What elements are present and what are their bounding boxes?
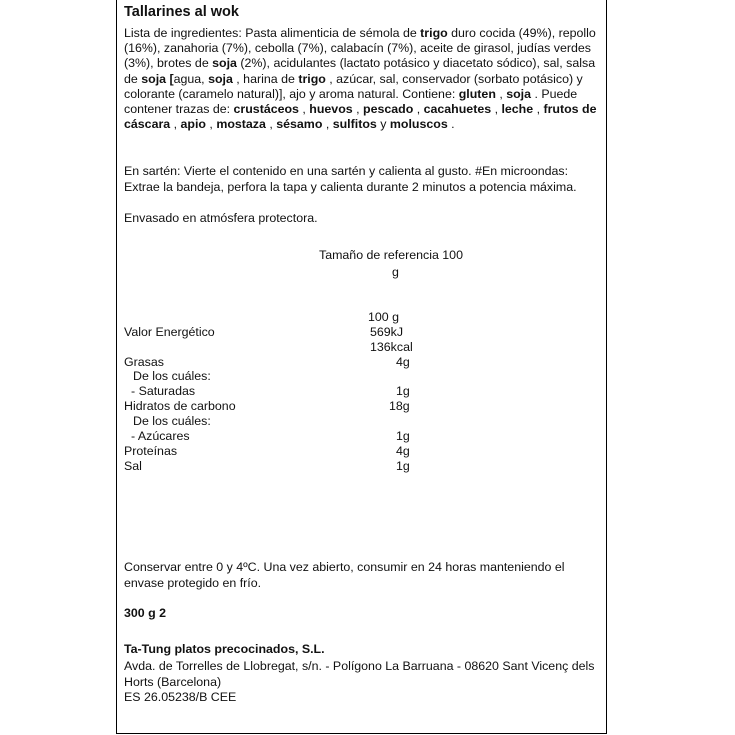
ingredient-text: y xyxy=(376,117,390,132)
protein-label: Proteínas xyxy=(124,444,178,458)
saturated-label: - Saturadas xyxy=(131,384,196,398)
reference-size: Tamaño de referencia 100 xyxy=(319,248,463,262)
energy-kj: 569kJ xyxy=(370,325,404,339)
ingredient-text: , xyxy=(413,102,424,117)
allergen-text: soja [ xyxy=(141,71,174,86)
ingredient-text: (2%), acidulantes (lactato potásico y diacetato sódico), sal, salsa de xyxy=(124,56,596,86)
ingredient-text: . xyxy=(447,117,455,132)
ingredient-text: Lista de ingredientes: Pasta alimenticia de sémola de xyxy=(124,26,421,40)
product-title: Tallarines al wok xyxy=(124,4,239,20)
ingredient-text: , xyxy=(298,102,310,117)
ingredient-text: , xyxy=(533,102,544,117)
ingredient-text: , xyxy=(352,102,363,117)
sugars-value: 1g xyxy=(396,429,410,443)
salt-label: Sal xyxy=(124,459,142,473)
allergen-text: trigo xyxy=(298,71,326,86)
allergen-text: frutos de cáscara xyxy=(124,102,597,132)
protein-value: 4g xyxy=(396,444,410,458)
ingredient-text: duro cocida (49%), repollo (16%), zanahoria (7%), cebolla (7%), calabacín (7%), aceite de girasol, judías verdes (3%), brotes de xyxy=(124,26,596,71)
column-header: 100 g xyxy=(368,310,400,324)
ingredient-text: . Puede contener trazas de: xyxy=(124,86,578,117)
company-address: Avda. de Torrelles de Llobregat, s/n. - Polígono La Barruana - 08620 Sant Vicenç dels Horts (Barcelona) xyxy=(124,659,595,689)
company-name: Ta-Tung platos precocinados, S.L. xyxy=(124,642,325,656)
ingredient-text: , xyxy=(205,117,217,132)
carbs-value: 18g xyxy=(389,399,410,413)
allergen-text: leche xyxy=(501,102,534,117)
net-weight: 300 g 2 xyxy=(124,606,167,620)
fat-value: 4g xyxy=(396,355,410,369)
allergen-text: crustáceos xyxy=(233,102,299,117)
allergen-text: trigo xyxy=(420,26,448,40)
ingredient-text: , azúcar, sal, conservador (sorbato potásico) y colorante (caramelo natural)], ajo y aroma natural. Contiene: xyxy=(124,71,583,101)
ingredient-text: , xyxy=(170,117,181,132)
storage-instructions: Conservar entre 0 y 4ºC. Una vez abierto, consumir en 24 horas manteniendo el envase protegido en frío. xyxy=(124,560,565,590)
ingredient-text: , xyxy=(322,117,333,132)
allergen-text: apio xyxy=(180,117,206,132)
allergen-text: gluten xyxy=(458,86,496,101)
sugars-label: - Azúcares xyxy=(131,429,190,443)
saturated-value: 1g xyxy=(396,384,410,398)
ingredient-text: agua, xyxy=(173,71,209,86)
packaging-note: Envasado en atmósfera protectora. xyxy=(124,211,318,225)
allergen-text: soja xyxy=(208,71,233,86)
fat-label: Grasas xyxy=(124,355,164,369)
allergen-text: moluscos xyxy=(389,117,448,132)
reference-size-unit: g xyxy=(392,265,399,279)
ingredient-text: , xyxy=(265,117,277,132)
energy-kcal: 136kcal xyxy=(370,340,413,354)
registry-number: ES 26.05238/B CEE xyxy=(124,690,237,704)
allergen-text: cacahuetes xyxy=(423,102,492,117)
ingredient-text: , xyxy=(491,102,502,117)
allergen-text: mostaza xyxy=(216,117,266,132)
ingredients-list xyxy=(124,26,602,132)
carbs-of-which: De los cuáles: xyxy=(133,414,211,428)
allergen-text: soja xyxy=(212,56,237,71)
ingredient-text: , harina de xyxy=(232,71,299,86)
energy-label: Valor Energético xyxy=(124,325,215,339)
ingredient-text: , xyxy=(495,86,507,101)
allergen-text: sulfitos xyxy=(332,117,377,132)
fat-of-which: De los cuáles: xyxy=(133,369,211,383)
allergen-text: huevos xyxy=(309,102,353,117)
allergen-text: soja xyxy=(506,86,532,101)
carbs-label: Hidratos de carbono xyxy=(124,399,236,413)
allergen-text: pescado xyxy=(363,102,414,117)
salt-value: 1g xyxy=(396,459,410,473)
allergen-text: sésamo xyxy=(276,117,323,132)
preparation-instructions: En sartén: Vierte el contenido en una sartén y calienta al gusto. #En microondas: Extrae la bandeja, perfora la tapa y calienta durante 2 minutos a potencia máxima. xyxy=(124,164,577,194)
